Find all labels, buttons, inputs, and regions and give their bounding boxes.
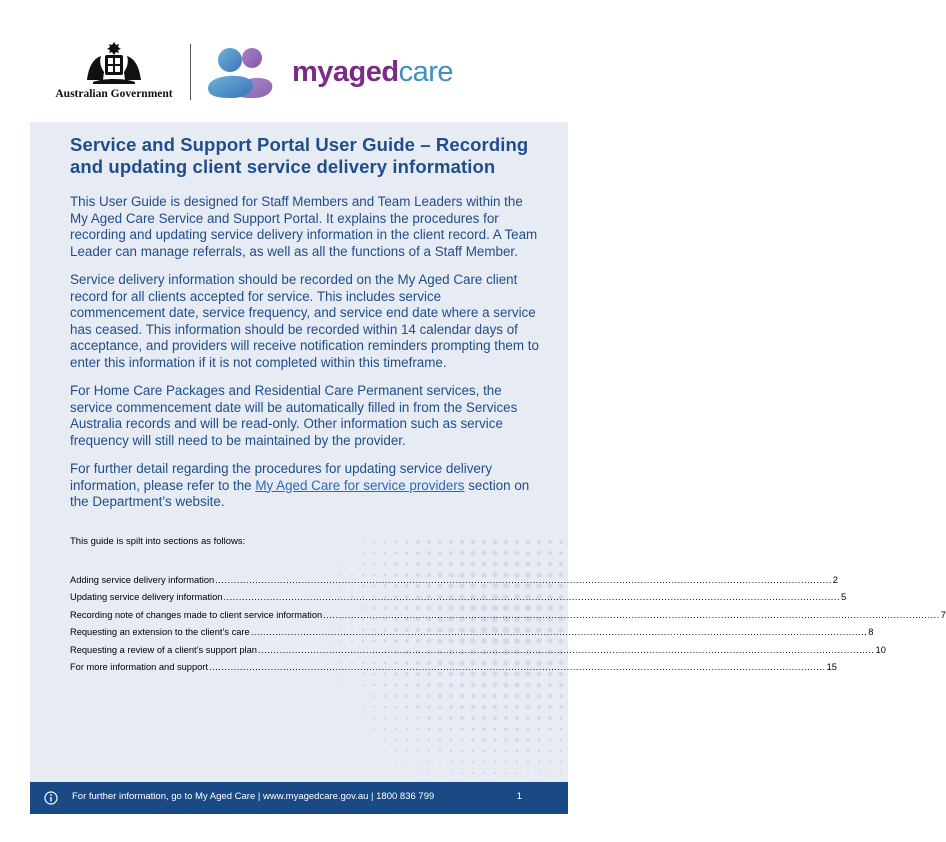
table-of-contents: [70, 572, 946, 678]
further-detail-paragraph: For further detail regarding the procedures for updating service delivery information, please refer to the My Aged Care for service providers section on the Department’s website.: [70, 461, 530, 509]
header-divider: [190, 44, 191, 100]
toc-item-updating[interactable]: Updating service delivery information ........................................................................................................................................................................................................ 5: [70, 592, 847, 603]
footer-contact-text: For further information, go to My Aged Care | www.myagedcare.gov.au | 1800 836 799: [72, 791, 435, 802]
toc-item-adding[interactable]: Adding service delivery information ........................................................................................................................................................................................................ 2: [70, 574, 838, 585]
toc-item-more-info[interactable]: For more information and support ........................................................................................................................................................................................................ 15: [70, 662, 837, 673]
intro-paragraph: This User Guide is designed for Staff Members and Team Leaders within the My Aged Care Service and Support Portal. It explains the procedures for recording and updating service delivery information in the client record. A Team Leader can manage referrals, as well as all the functions of a Staff Member.: [70, 194, 538, 259]
service-delivery-paragraph: Service delivery information should be recorded on the My Aged Care client record for all clients accepted for service. This includes service commencement date, service frequency, and service end date where a service has ceased. This information should be recorded within 14 calendar days of acceptance, and providers will receive notification reminders prompting them to enter this information if it is not completed within this timeframe.: [70, 272, 539, 370]
toc-item-review[interactable]: Requesting a review of a client’s support plan ........................................................................................................................................................................................................ 10: [70, 644, 886, 655]
page-number: 1: [516, 791, 522, 802]
toc-item-recording-note[interactable]: Recording note of changes made to client service information ........................................................................................................................................................................................................ 7: [70, 609, 946, 620]
coat-of-arms-icon: [83, 40, 145, 86]
home-care-paragraph: For Home Care Packages and Residential Care Permanent services, the service commencement date will be automatically filled in from the Services Australia records and will be read-only. Other information such as service frequency will still need to be maintained by the provider.: [70, 383, 518, 448]
australian-government-logo: [55, 40, 173, 102]
page-title: Service and Support Portal User Guide – Recording and updating client service delivery information: [70, 134, 529, 177]
page-header: [0, 0, 595, 122]
page-footer: [30, 782, 568, 814]
toc-intro: This guide is spilt into sections as follows:: [70, 535, 246, 547]
content-panel: [30, 122, 946, 782]
australian-government-label: Australian Government: [55, 88, 173, 100]
my-aged-care-people-icon: [206, 44, 276, 100]
service-providers-link[interactable]: My Aged Care for service providers: [255, 477, 465, 493]
info-icon: [44, 791, 58, 805]
my-aged-care-wordmark: myagedcare: [292, 56, 454, 88]
toc-item-extension[interactable]: Requesting an extension to the client’s care ........................................................................................................................................................................................................ 8: [70, 627, 874, 638]
